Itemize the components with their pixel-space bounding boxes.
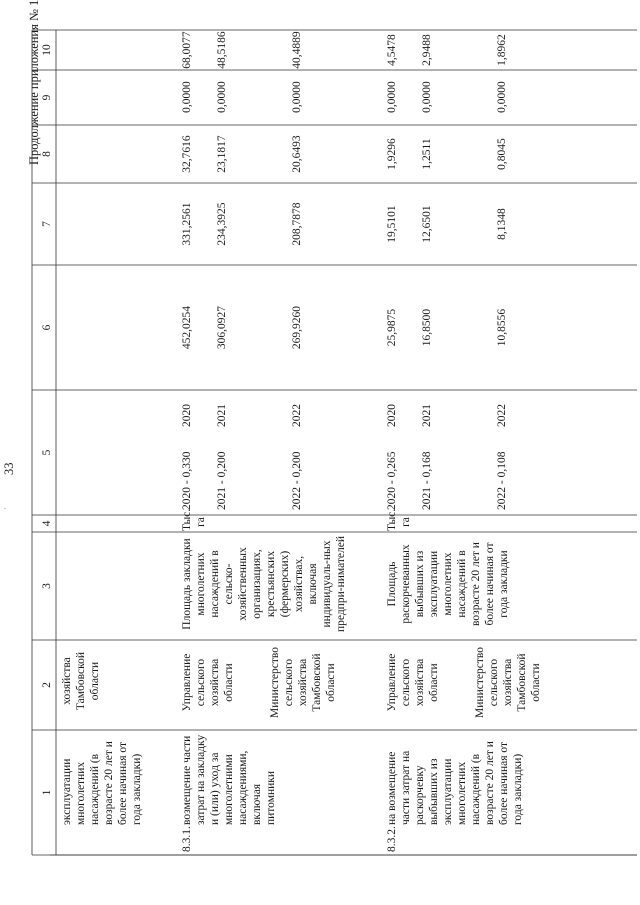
value-col6: 10,8556 bbox=[496, 308, 508, 347]
continuation-caption: Продолжение приложения № 1 bbox=[27, 0, 41, 165]
executor-region: Управление сельского хозяйства области bbox=[386, 653, 440, 712]
value-col9: 0,0000 bbox=[421, 81, 433, 113]
column-number-3: 3 bbox=[41, 583, 53, 589]
value-col10: 4,5478 bbox=[386, 34, 398, 66]
indicator-name: Площадь закладки многолетних насаждений в сельско-хозяйственных организациях, крестьянских (фермерских) хозяйствах, включая индивидуаль-ных предпри-нимателей bbox=[181, 535, 347, 633]
value-col10: 68,0077 bbox=[181, 31, 193, 69]
value-col6: 16,8500 bbox=[421, 308, 433, 347]
value-col9: 0,0000 bbox=[216, 81, 228, 113]
target-range: 2021 - 0,200 bbox=[216, 451, 228, 510]
year: 2020 bbox=[386, 404, 398, 427]
column-number-7: 7 bbox=[41, 221, 53, 227]
value-col10: 40,4889 bbox=[291, 31, 303, 69]
column-number-1: 1 bbox=[41, 789, 53, 796]
value-col8: 20,6493 bbox=[291, 135, 303, 173]
column-number-8: 8 bbox=[41, 151, 53, 157]
column-number-2: 2 bbox=[41, 682, 53, 688]
executor-ministry: Министерство сельского хозяйства Тамбовской области bbox=[474, 647, 542, 718]
unit: Тыс. га bbox=[386, 508, 412, 531]
value-col7: 12,6501 bbox=[421, 205, 433, 243]
margin-mark: · bbox=[0, 507, 10, 510]
value-col7: 8,1348 bbox=[496, 208, 508, 240]
value-col6: 452,0254 bbox=[181, 305, 193, 350]
unit: Тыс. га bbox=[181, 508, 207, 531]
value-col8: 1,9296 bbox=[386, 138, 398, 170]
value-col10: 2,9488 bbox=[421, 34, 433, 66]
year: 2021 bbox=[216, 404, 228, 427]
year: 2020 bbox=[181, 404, 193, 427]
target-range: 2020 - 0,265 bbox=[386, 451, 398, 510]
column-number-6: 6 bbox=[41, 324, 53, 331]
value-col6: 269,9260 bbox=[291, 305, 303, 350]
target-range: 2022 - 0,200 bbox=[291, 451, 303, 510]
year: 2022 bbox=[496, 404, 508, 427]
column-number-9: 9 bbox=[41, 94, 53, 101]
target-range: 2021 - 0,168 bbox=[421, 451, 433, 510]
year: 2022 bbox=[291, 404, 303, 427]
value-col8: 23,1817 bbox=[216, 135, 228, 173]
value-col10: 1,8962 bbox=[496, 34, 508, 66]
target-range: 2022 - 0,108 bbox=[496, 451, 508, 510]
column-number-4: 4 bbox=[41, 520, 53, 527]
target-range: 2020 - 0,330 bbox=[181, 451, 193, 510]
value-col7: 331,2561 bbox=[181, 202, 193, 246]
value-col8: 1,2511 bbox=[421, 138, 433, 170]
indicator-name: Площадь раскорчеванных выбывших из эксплуатации многолетних насаждений в возрасте 20 лет и более начиная от года закладки bbox=[386, 542, 510, 626]
row-description: возмещение части затрат на закладку и (или) уход за многолетними насаждениями, включая питомники bbox=[181, 734, 277, 825]
year: 2021 bbox=[421, 404, 433, 427]
fragment-col2: хозяйства Тамбовской области bbox=[61, 651, 101, 711]
column-number-10: 10 bbox=[41, 44, 53, 56]
row-description: на возмещение части затрат на раскорчевку выбывших из эксплуатации многолетних насаждений (в возрасте 20 лет и более начиная от года закладки) bbox=[386, 741, 524, 825]
value-col10: 48,5186 bbox=[216, 31, 228, 69]
row-number: 8.3.2. bbox=[386, 826, 398, 852]
value-col6: 25,9875 bbox=[386, 308, 398, 347]
value-col6: 306,0927 bbox=[216, 305, 228, 350]
value-col9: 0,0000 bbox=[291, 81, 303, 113]
row-number: 8.3.1. bbox=[181, 826, 193, 852]
column-number-5: 5 bbox=[41, 449, 53, 456]
value-col7: 234,3925 bbox=[216, 202, 228, 246]
value-col8: 32,7616 bbox=[181, 135, 193, 173]
fragment-col1: эксплуатации многолетних насаждений (в возрасте 20 лет и более начиная от года закладки) bbox=[61, 741, 143, 825]
value-col7: 208,7878 bbox=[291, 202, 303, 246]
value-col7: 19,5101 bbox=[386, 205, 398, 243]
value-col8: 0,8045 bbox=[496, 138, 508, 170]
value-col9: 0,0000 bbox=[181, 81, 193, 113]
executor-region: Управление сельского хозяйства области bbox=[181, 653, 235, 712]
value-col9: 0,0000 bbox=[386, 81, 398, 113]
page-number: 33 bbox=[2, 462, 16, 475]
executor-ministry: Министерство сельского хозяйства Тамбовской области bbox=[269, 647, 337, 718]
value-col9: 0,0000 bbox=[496, 81, 508, 113]
